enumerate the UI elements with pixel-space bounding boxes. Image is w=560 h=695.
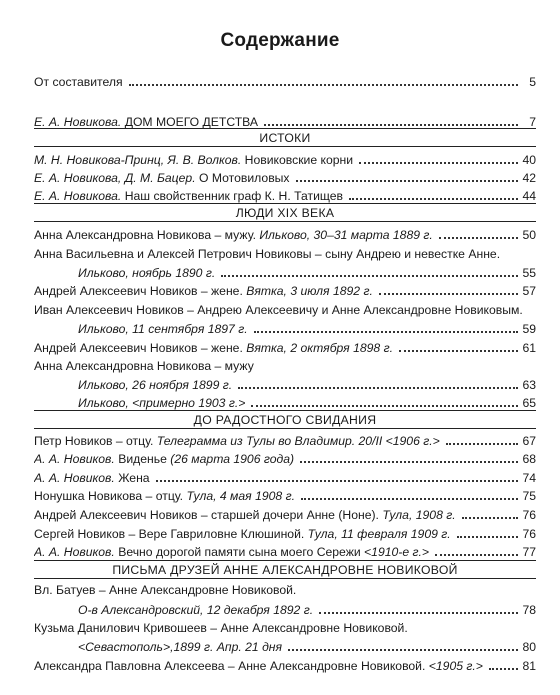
entry-author: А. А. Новиков. — [34, 452, 115, 466]
dot-leader — [300, 461, 518, 463]
page-number: 77 — [522, 545, 536, 559]
entry-date: Тула, 4 мая 1908 г. — [186, 489, 295, 503]
entry-title: Виденье — [114, 452, 171, 466]
entry-title: Александра Павловна Алексеева – Анне Александровне Новиковой. — [34, 659, 429, 673]
toc-entry — [34, 338, 536, 356]
entry-title: Сергей Новиков – Вере Гавриловне Клюшиной. — [34, 527, 308, 541]
page-number: 55 — [522, 266, 536, 280]
entry-text: Кузьма Данилович Кривошеев – Анне Александровне Новиковой. — [34, 621, 408, 635]
entry-date: Ильково, 26 ноября 1899 г. — [78, 378, 233, 392]
page-number: 67 — [522, 434, 536, 448]
section-heading: ЛЮДИ XIX ВЕКА — [235, 206, 335, 220]
page-number: 81 — [522, 659, 536, 673]
section-heading: ИСТОКИ — [259, 131, 311, 145]
section-divider — [34, 221, 536, 222]
page-number: 44 — [522, 189, 536, 203]
page-number: 68 — [522, 452, 536, 466]
entry-date: (26 марта 1906 года) — [170, 452, 295, 466]
entry-date: Тула, 1908 г. — [382, 508, 456, 522]
entry-text — [34, 470, 150, 486]
toc-entry — [34, 656, 536, 674]
toc-entry — [34, 281, 536, 299]
entry-title: Вечно дорогой памяти сына моего Сережи — [114, 545, 365, 559]
entry-date: Ильково, 30–31 марта 1889 г. — [259, 228, 433, 242]
toc-entry — [78, 375, 536, 393]
section-heading: ПИСЬМА ДРУЗЕЙ АННЕ АЛЕКСАНДРОВНЕ НОВИКОВОЙ — [112, 563, 458, 577]
entry-text: Анна Александровна Новикова – мужу — [34, 359, 254, 373]
entry-text — [34, 433, 440, 449]
dot-leader — [462, 517, 518, 519]
entry-title: О Мотовиловых — [195, 171, 290, 185]
section-divider — [34, 410, 536, 411]
dot-leader — [264, 124, 518, 126]
entry-author: М. Н. Новикова-Принц, Я. В. Волков. — [34, 153, 242, 167]
entry-author: Е. А. Новикова. — [34, 189, 122, 203]
toc-entry — [34, 356, 536, 374]
toc-entry — [34, 431, 536, 449]
entry-author: А. А. Новиков. — [34, 471, 115, 485]
section-divider — [34, 428, 536, 429]
entry-text: Иван Алексеевич Новиков – Андрею Алексеевичу и Анне Александровне Новиковым. — [34, 303, 523, 317]
section-divider — [34, 560, 536, 561]
page-title: Содержание — [220, 30, 340, 51]
dot-leader — [301, 498, 518, 500]
toc-entry — [78, 600, 536, 618]
entry-title: Новиковские корни — [241, 153, 354, 167]
page-number: 74 — [522, 471, 536, 485]
dot-leader — [156, 480, 518, 482]
entry-date: Ильково, 11 сентября 1897 г. — [78, 322, 248, 336]
entry-text — [34, 658, 483, 674]
page-number: 40 — [522, 153, 536, 167]
toc-entry — [34, 186, 536, 204]
toc-entry — [34, 486, 536, 504]
toc-entry — [78, 263, 536, 281]
page-number: 80 — [522, 640, 536, 654]
entry-text: От составителя — [34, 75, 123, 89]
toc-entry — [34, 468, 536, 486]
entry-text — [34, 526, 451, 542]
entry-title: Петр Новиков – отцу. — [34, 434, 157, 448]
entry-title: Андрей Алексеевич Новиков – старшей дочери Анне (Ноне). — [34, 508, 383, 522]
dot-leader — [288, 649, 518, 651]
dot-leader — [251, 405, 518, 407]
entry-text — [34, 227, 433, 243]
page-number: 63 — [522, 378, 536, 392]
dot-leader — [319, 612, 518, 614]
entry-author: Е. А. Новикова, Д. М. Бацер. — [34, 171, 196, 185]
section-divider — [34, 146, 536, 147]
section-divider — [34, 578, 536, 579]
entry-date: Тула, 11 февраля 1909 г. — [307, 527, 451, 541]
toc-entry — [34, 618, 536, 636]
page-number: 75 — [522, 489, 536, 503]
dot-leader — [379, 293, 518, 295]
page-number: 65 — [522, 396, 536, 410]
entry-date: Телеграмма из Тулы во Владимир. 20/II <1906 г.> — [156, 434, 440, 448]
toc-entry — [78, 319, 536, 337]
section-divider — [34, 203, 536, 204]
dot-leader — [238, 387, 518, 389]
entry-text — [34, 152, 353, 168]
section-divider — [34, 128, 536, 129]
toc-entry — [34, 225, 536, 243]
entry-text — [34, 544, 429, 560]
dot-leader — [349, 198, 518, 200]
entry-text — [34, 170, 290, 186]
dot-leader — [359, 162, 518, 164]
entry-date: Ильково, ноябрь 1890 г. — [78, 266, 216, 280]
page-number: 61 — [522, 341, 536, 355]
toc-entry — [34, 542, 536, 560]
toc-entry — [78, 393, 536, 411]
entry-date: <1910-е г.> — [364, 545, 430, 559]
dot-leader — [446, 443, 518, 445]
dot-leader — [296, 180, 518, 182]
dot-leader — [489, 668, 518, 670]
entry-text: Анна Васильевна и Алексей Петрович Новиковы – сыну Андрею и невестке Анне. — [34, 247, 501, 261]
section-heading: ДО РАДОСТНОГО СВИДАНИЯ — [193, 413, 377, 427]
page-number: 7 — [529, 115, 536, 129]
dot-leader — [221, 275, 518, 277]
entry-text: Вл. Батуев – Анне Александровне Новиковой. — [34, 583, 297, 597]
entry-text — [34, 451, 294, 467]
entry-title: Анна Александровна Новикова – мужу. — [34, 228, 260, 242]
entry-title: Андрей Алексеевич Новиков – жене. — [34, 284, 247, 298]
toc-entry — [34, 580, 536, 598]
page-number: 76 — [522, 508, 536, 522]
dot-leader — [439, 237, 518, 239]
dot-leader — [399, 350, 518, 352]
toc-entry — [34, 150, 536, 168]
page-number: 59 — [522, 322, 536, 336]
toc-entry — [34, 524, 536, 542]
entry-title: Жена — [114, 471, 150, 485]
entry-date: Ильково, <примерно 1903 г.> — [78, 396, 246, 410]
entry-text — [34, 340, 393, 356]
entry-text — [34, 283, 373, 299]
entry-author: А. А. Новиков. — [34, 545, 115, 559]
entry-text — [34, 488, 295, 504]
entry-title: Нонушка Новикова – отцу. — [34, 489, 187, 503]
entry-date: О-в Александровский, 12 декабря 1892 г. — [78, 603, 314, 617]
toc-entry — [34, 449, 536, 467]
dot-leader — [457, 536, 518, 538]
toc-entry — [78, 637, 536, 655]
entry-date: <Севастополь>,1899 г. Апр. 21 дня — [78, 640, 283, 654]
entry-date: <1905 г.> — [428, 659, 483, 673]
entry-date: Вятка, 3 июля 1892 г. — [246, 284, 373, 298]
page-number: 50 — [522, 228, 536, 242]
page-number: 78 — [522, 603, 536, 617]
toc-entry — [34, 72, 536, 90]
dot-leader — [254, 331, 518, 333]
entry-title: Наш свойственник граф К. Н. Татищев — [121, 189, 344, 203]
toc-entry — [34, 505, 536, 523]
entry-date: Вятка, 2 октября 1898 г. — [246, 341, 393, 355]
dot-leader — [129, 84, 518, 86]
entry-text — [34, 507, 456, 523]
toc-entry — [34, 300, 536, 318]
entry-author: Е. А. Новикова. — [34, 115, 122, 129]
page-number: 57 — [522, 284, 536, 298]
page-number: 42 — [522, 171, 536, 185]
dot-leader — [435, 554, 518, 556]
page-number: 5 — [529, 75, 536, 89]
toc-entry — [34, 244, 536, 262]
entry-text — [34, 188, 343, 204]
toc-entry — [34, 168, 536, 186]
page-number: 76 — [522, 527, 536, 541]
entry-title: Андрей Алексеевич Новиков – жене. — [34, 341, 247, 355]
entry-title: ДОМ МОЕГО ДЕТСТВА — [121, 115, 259, 129]
